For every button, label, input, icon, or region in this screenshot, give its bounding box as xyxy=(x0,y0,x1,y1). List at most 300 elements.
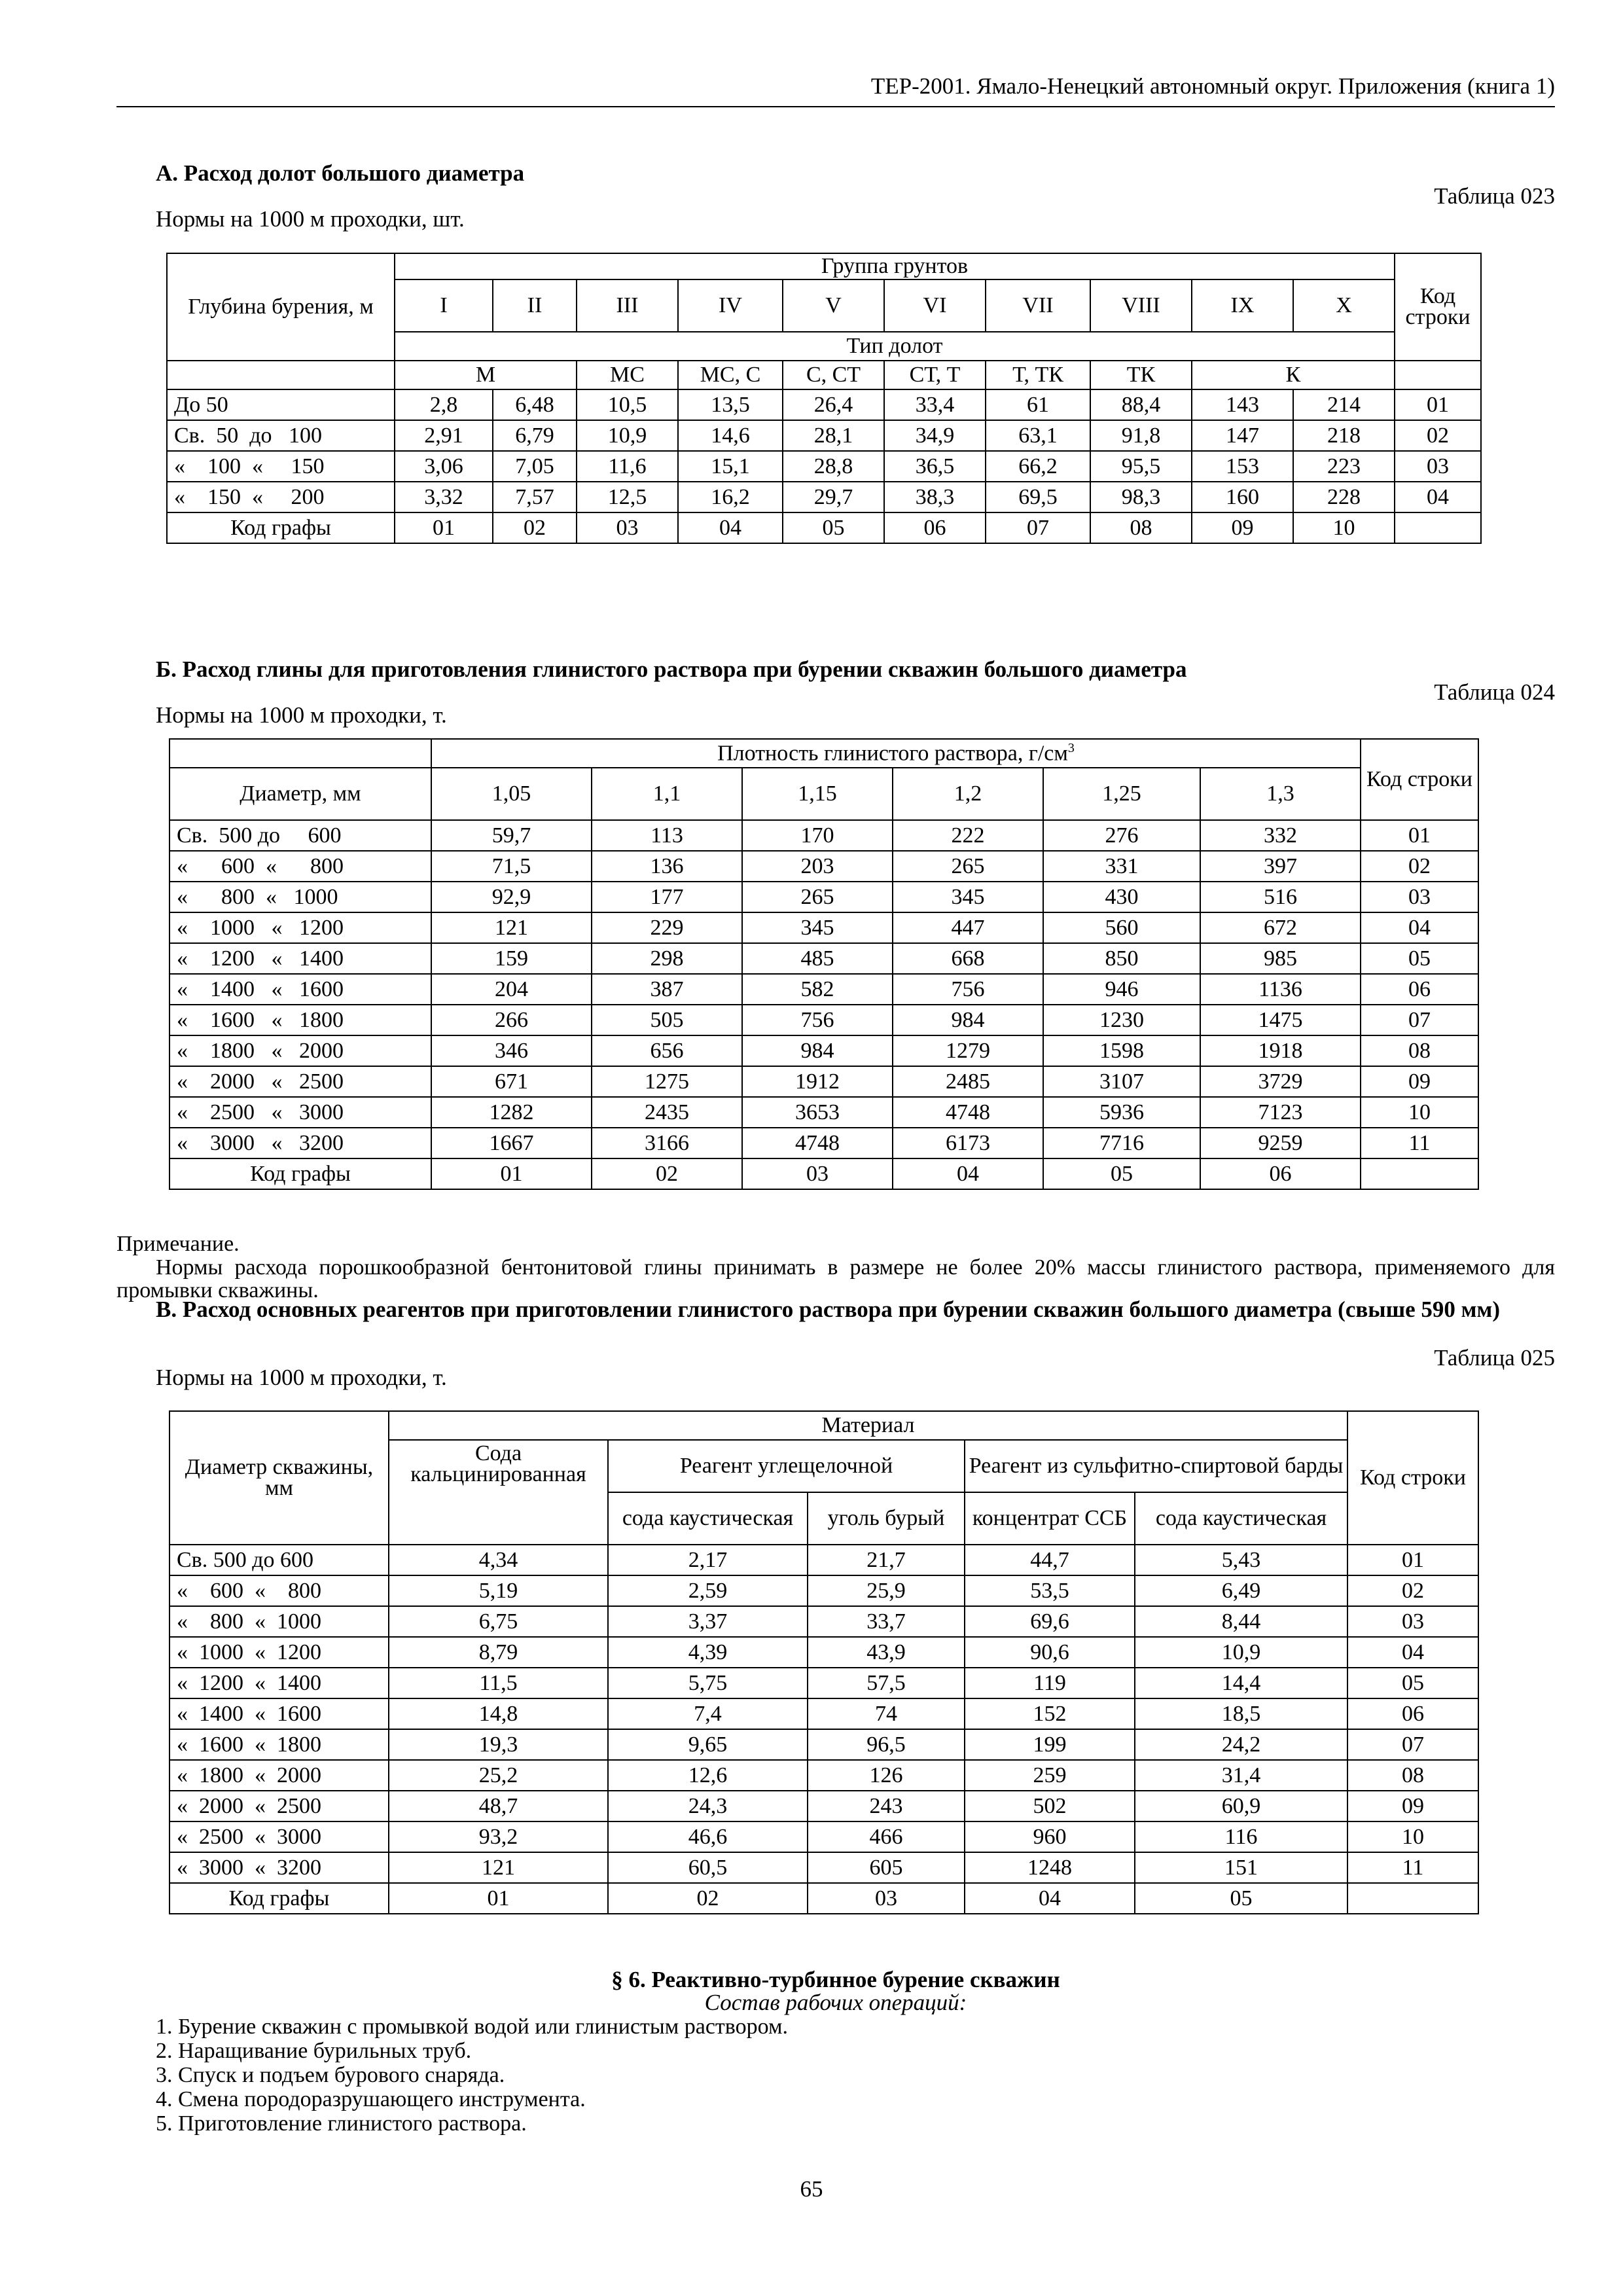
table-cell: 113 xyxy=(592,820,742,851)
table-row xyxy=(169,1575,1478,1606)
table-cell: 7,57 xyxy=(493,482,577,512)
table-cell: 60,5 xyxy=(608,1852,808,1883)
table-cell: 1275 xyxy=(592,1066,742,1097)
density-col: 1,05 xyxy=(431,768,592,820)
column-code: 02 xyxy=(493,512,577,543)
table-cell: 11,5 xyxy=(389,1668,608,1698)
table-cell: 259 xyxy=(965,1760,1135,1791)
table-cell: 218 xyxy=(1293,420,1395,451)
column-code-row xyxy=(167,512,1481,543)
table-cell: 397 xyxy=(1200,851,1361,882)
table-cell: 61 xyxy=(986,389,1090,420)
table-cell: 466 xyxy=(808,1821,965,1852)
column-code-label: Код графы xyxy=(169,1158,431,1189)
row-code: 04 xyxy=(1361,912,1478,943)
row-code: 07 xyxy=(1361,1005,1478,1035)
running-header: ТЕР-2001. Ямало-Ненецкий автономный округ. Приложения (книга 1) xyxy=(116,73,1555,107)
table-cell: 346 xyxy=(431,1035,592,1066)
table-cell: 9,65 xyxy=(608,1729,808,1760)
table-row xyxy=(167,389,1481,420)
table-cell: 3,06 xyxy=(395,451,493,482)
table-v-norms: Нормы на 1000 м проходки, т. xyxy=(156,1365,447,1390)
table-cell: 985 xyxy=(1200,943,1361,974)
table-cell: 298 xyxy=(592,943,742,974)
table-v xyxy=(169,1410,1479,1914)
column-code: 09 xyxy=(1192,512,1293,543)
table-cell: 121 xyxy=(431,912,592,943)
table-row xyxy=(169,912,1478,943)
row-label: Св. 500 до 600 xyxy=(169,820,431,851)
table-cell: 2,91 xyxy=(395,420,493,451)
group-col: I xyxy=(395,279,493,332)
table-cell: 95,5 xyxy=(1090,451,1192,482)
row-label: « 150 « 200 xyxy=(167,482,395,512)
table-cell: 11,6 xyxy=(577,451,678,482)
table-cell: 33,4 xyxy=(884,389,986,420)
row-label: « 1800 « 2000 xyxy=(169,1760,389,1791)
table-row xyxy=(169,1035,1478,1066)
table-cell: 6173 xyxy=(893,1128,1043,1158)
table-row xyxy=(169,851,1478,882)
soda-calcined-header: Сода кальцинированная xyxy=(389,1440,608,1545)
row-code: 11 xyxy=(1347,1852,1478,1883)
table-row xyxy=(169,882,1478,912)
table-row xyxy=(169,1128,1478,1158)
table-cell: 756 xyxy=(742,1005,893,1035)
density-col: 1,15 xyxy=(742,768,893,820)
section-6-title: § 6. Реактивно-турбинное бурение скважин xyxy=(611,1967,1060,1992)
list-item: 5. Приготовление глинистого раствора. xyxy=(156,2111,527,2136)
group-col: IX xyxy=(1192,279,1293,332)
table-cell: 447 xyxy=(893,912,1043,943)
density-col: 1,25 xyxy=(1043,768,1200,820)
table-cell: 57,5 xyxy=(808,1668,965,1698)
table-cell: 2,8 xyxy=(395,389,493,420)
soda-caustic-header: сода каустическая xyxy=(1135,1492,1347,1545)
empty-cell xyxy=(169,739,431,768)
group-col: VII xyxy=(986,279,1090,332)
table-cell: 98,3 xyxy=(1090,482,1192,512)
table-cell: 116 xyxy=(1135,1821,1347,1852)
table-cell: 66,2 xyxy=(986,451,1090,482)
table-cell: 16,2 xyxy=(678,482,783,512)
empty-cell xyxy=(1361,1158,1478,1189)
group-col: V xyxy=(783,279,884,332)
table-cell: 147 xyxy=(1192,420,1293,451)
row-label: « 2000 « 2500 xyxy=(169,1791,389,1821)
table-cell: 203 xyxy=(742,851,893,882)
table-row xyxy=(167,482,1481,512)
table-cell: 29,7 xyxy=(783,482,884,512)
table-cell: 502 xyxy=(965,1791,1135,1821)
table-b-number: Таблица 024 xyxy=(1434,679,1555,705)
table-cell: 2485 xyxy=(893,1066,1043,1097)
table-cell: 25,9 xyxy=(808,1575,965,1606)
table-cell: 170 xyxy=(742,820,893,851)
table-cell: 222 xyxy=(893,820,1043,851)
table-cell: 756 xyxy=(893,974,1043,1005)
row-code: 02 xyxy=(1395,420,1481,451)
soda-caustic-header: сода каустическая xyxy=(608,1492,808,1545)
row-code: 07 xyxy=(1347,1729,1478,1760)
table-cell: 14,8 xyxy=(389,1698,608,1729)
table-cell: 265 xyxy=(893,851,1043,882)
table-cell: 10,9 xyxy=(577,420,678,451)
table-cell: 119 xyxy=(965,1668,1135,1698)
table-cell: 332 xyxy=(1200,820,1361,851)
row-label: « 3000 « 3200 xyxy=(169,1128,431,1158)
row-code: 03 xyxy=(1395,451,1481,482)
table-cell: 44,7 xyxy=(965,1545,1135,1575)
table-cell: 90,6 xyxy=(965,1637,1135,1668)
row-label: « 600 « 800 xyxy=(169,1575,389,1606)
table-cell: 5,43 xyxy=(1135,1545,1347,1575)
row-label: « 1600 « 1800 xyxy=(169,1005,431,1035)
table-cell: 223 xyxy=(1293,451,1395,482)
column-code: 03 xyxy=(808,1883,965,1914)
table-cell: 7716 xyxy=(1043,1128,1200,1158)
table-cell: 19,3 xyxy=(389,1729,608,1760)
soil-group-header: Группа грунтов xyxy=(395,253,1395,279)
table-cell: 38,3 xyxy=(884,482,986,512)
table-cell: 91,8 xyxy=(1090,420,1192,451)
table-row xyxy=(167,420,1481,451)
column-code: 01 xyxy=(431,1158,592,1189)
table-cell: 160 xyxy=(1192,482,1293,512)
bit-type: СТ, Т xyxy=(884,361,986,389)
group-col: VI xyxy=(884,279,986,332)
table-cell: 668 xyxy=(893,943,1043,974)
row-code-header: Код строки xyxy=(1395,253,1481,361)
table-cell: 53,5 xyxy=(965,1575,1135,1606)
column-code: 04 xyxy=(678,512,783,543)
table-cell: 1475 xyxy=(1200,1005,1361,1035)
table-cell: 4,34 xyxy=(389,1545,608,1575)
table-row xyxy=(169,1698,1478,1729)
table-cell: 605 xyxy=(808,1852,965,1883)
depth-header: Глубина бурения, м xyxy=(167,253,395,361)
table-row xyxy=(169,1852,1478,1883)
table-cell: 960 xyxy=(965,1821,1135,1852)
table-cell: 485 xyxy=(742,943,893,974)
table-cell: 63,1 xyxy=(986,420,1090,451)
table-cell: 516 xyxy=(1200,882,1361,912)
table-cell: 1136 xyxy=(1200,974,1361,1005)
table-cell: 560 xyxy=(1043,912,1200,943)
table-b xyxy=(169,738,1479,1190)
row-label: « 600 « 800 xyxy=(169,851,431,882)
column-code: 01 xyxy=(389,1883,608,1914)
table-row xyxy=(169,1545,1478,1575)
table-cell: 5,75 xyxy=(608,1668,808,1698)
table-cell: 9259 xyxy=(1200,1128,1361,1158)
table-row xyxy=(169,974,1478,1005)
table-row xyxy=(169,820,1478,851)
column-code: 05 xyxy=(783,512,884,543)
table-cell: 6,75 xyxy=(389,1606,608,1637)
table-cell: 28,1 xyxy=(783,420,884,451)
bit-type-header: Тип долот xyxy=(395,332,1395,361)
table-row xyxy=(169,1668,1478,1698)
column-code: 08 xyxy=(1090,512,1192,543)
row-code: 09 xyxy=(1347,1791,1478,1821)
list-item: 2. Наращивание бурильных труб. xyxy=(156,2039,472,2064)
table-cell: 71,5 xyxy=(431,851,592,882)
table-cell: 243 xyxy=(808,1791,965,1821)
table-cell: 3,32 xyxy=(395,482,493,512)
list-item: 4. Смена породоразрушающего инструмента. xyxy=(156,2087,586,2112)
density-col: 1,3 xyxy=(1200,768,1361,820)
row-label: « 1000 « 1200 xyxy=(169,1637,389,1668)
page-number: 65 xyxy=(800,2176,823,2202)
table-cell: 3729 xyxy=(1200,1066,1361,1097)
table-cell: 229 xyxy=(592,912,742,943)
column-code: 02 xyxy=(608,1883,808,1914)
row-code: 08 xyxy=(1347,1760,1478,1791)
table-row xyxy=(169,943,1478,974)
empty-cell xyxy=(1395,512,1481,543)
table-cell: 6,49 xyxy=(1135,1575,1347,1606)
table-row xyxy=(169,1637,1478,1668)
row-code: 04 xyxy=(1347,1637,1478,1668)
table-cell: 345 xyxy=(893,882,1043,912)
table-cell: 850 xyxy=(1043,943,1200,974)
table-cell: 151 xyxy=(1135,1852,1347,1883)
table-cell: 4,39 xyxy=(608,1637,808,1668)
table-cell: 430 xyxy=(1043,882,1200,912)
row-label: « 1200 « 1400 xyxy=(169,943,431,974)
column-code: 06 xyxy=(1200,1158,1361,1189)
row-code-header: Код строки xyxy=(1347,1411,1478,1545)
row-label: « 1200 « 1400 xyxy=(169,1668,389,1698)
table-cell: 25,2 xyxy=(389,1760,608,1791)
table-cell: 1912 xyxy=(742,1066,893,1097)
table-cell: 4748 xyxy=(742,1128,893,1158)
table-cell: 121 xyxy=(389,1852,608,1883)
group-col: II xyxy=(493,279,577,332)
group-col: III xyxy=(577,279,678,332)
table-v-number: Таблица 025 xyxy=(1434,1345,1555,1371)
table-cell: 159 xyxy=(431,943,592,974)
column-code: 07 xyxy=(986,512,1090,543)
table-cell: 33,7 xyxy=(808,1606,965,1637)
table-cell: 984 xyxy=(893,1005,1043,1035)
table-cell: 5936 xyxy=(1043,1097,1200,1128)
table-cell: 88,4 xyxy=(1090,389,1192,420)
table-cell: 15,1 xyxy=(678,451,783,482)
table-b-norms: Нормы на 1000 м проходки, т. xyxy=(156,702,447,728)
table-cell: 3107 xyxy=(1043,1066,1200,1097)
bit-type: МС xyxy=(577,361,678,389)
table-cell: 177 xyxy=(592,882,742,912)
table-cell: 34,9 xyxy=(884,420,986,451)
bit-type: М xyxy=(395,361,577,389)
row-label: « 1600 « 1800 xyxy=(169,1729,389,1760)
row-label: « 3000 « 3200 xyxy=(169,1852,389,1883)
table-cell: 1282 xyxy=(431,1097,592,1128)
table-cell: 2,17 xyxy=(608,1545,808,1575)
table-cell: 152 xyxy=(965,1698,1135,1729)
table-cell: 1918 xyxy=(1200,1035,1361,1066)
table-cell: 59,7 xyxy=(431,820,592,851)
table-cell: 266 xyxy=(431,1005,592,1035)
row-code: 06 xyxy=(1347,1698,1478,1729)
column-code: 10 xyxy=(1293,512,1395,543)
note-block xyxy=(116,1232,1555,1302)
row-code: 04 xyxy=(1395,482,1481,512)
table-row xyxy=(169,1097,1478,1128)
table-cell: 74 xyxy=(808,1698,965,1729)
list-item: 3. Спуск и подъем бурового снаряда. xyxy=(156,2063,505,2088)
section-6-subtitle: Состав рабочих операций: xyxy=(704,1990,967,2015)
row-code: 01 xyxy=(1347,1545,1478,1575)
list-item: 1. Бурение скважин с промывкой водой или глинистым раствором. xyxy=(156,2015,788,2039)
row-label: « 800 « 1000 xyxy=(169,1606,389,1637)
column-code-label: Код графы xyxy=(169,1883,389,1914)
table-cell: 331 xyxy=(1043,851,1200,882)
row-code: 08 xyxy=(1361,1035,1478,1066)
table-cell: 24,3 xyxy=(608,1791,808,1821)
table-cell: 946 xyxy=(1043,974,1200,1005)
table-cell: 2435 xyxy=(592,1097,742,1128)
column-code: 06 xyxy=(884,512,986,543)
table-cell: 345 xyxy=(742,912,893,943)
row-code: 09 xyxy=(1361,1066,1478,1097)
table-cell: 26,4 xyxy=(783,389,884,420)
group-col: VIII xyxy=(1090,279,1192,332)
row-code: 03 xyxy=(1347,1606,1478,1637)
table-cell: 276 xyxy=(1043,820,1200,851)
table-cell: 96,5 xyxy=(808,1729,965,1760)
table-cell: 93,2 xyxy=(389,1821,608,1852)
table-cell: 18,5 xyxy=(1135,1698,1347,1729)
table-cell: 12,5 xyxy=(577,482,678,512)
table-cell: 10,9 xyxy=(1135,1637,1347,1668)
table-cell: 505 xyxy=(592,1005,742,1035)
row-label: « 1800 « 2000 xyxy=(169,1035,431,1066)
row-code: 05 xyxy=(1361,943,1478,974)
table-cell: 69,5 xyxy=(986,482,1090,512)
row-code: 02 xyxy=(1361,851,1478,882)
column-code-label: Код графы xyxy=(167,512,395,543)
table-cell: 126 xyxy=(808,1760,965,1791)
reagent-coal-header: Реагент углещелочной xyxy=(608,1440,965,1492)
table-row xyxy=(169,1791,1478,1821)
table-cell: 387 xyxy=(592,974,742,1005)
table-cell: 136 xyxy=(592,851,742,882)
note-heading: Примечание. xyxy=(116,1232,240,1256)
row-label: Св. 50 до 100 xyxy=(167,420,395,451)
table-cell: 3166 xyxy=(592,1128,742,1158)
table-cell: 199 xyxy=(965,1729,1135,1760)
bit-type: К xyxy=(1192,361,1395,389)
table-cell: 582 xyxy=(742,974,893,1005)
row-label: « 2000 « 2500 xyxy=(169,1066,431,1097)
row-code-header: Код строки xyxy=(1361,739,1478,820)
table-cell: 24,2 xyxy=(1135,1729,1347,1760)
table-cell: 656 xyxy=(592,1035,742,1066)
table-cell: 60,9 xyxy=(1135,1791,1347,1821)
table-cell: 1667 xyxy=(431,1128,592,1158)
column-code: 02 xyxy=(592,1158,742,1189)
bit-type: ТК xyxy=(1090,361,1192,389)
table-cell: 2,59 xyxy=(608,1575,808,1606)
table-cell: 12,6 xyxy=(608,1760,808,1791)
bit-type: Т, ТК xyxy=(986,361,1090,389)
table-row xyxy=(169,1066,1478,1097)
column-code: 04 xyxy=(965,1883,1135,1914)
density-col: 1,2 xyxy=(893,768,1043,820)
table-cell: 14,4 xyxy=(1135,1668,1347,1698)
density-header: Плотность глинистого раствора, $г/см^3$ xyxy=(431,739,1361,768)
row-code: 10 xyxy=(1347,1821,1478,1852)
table-cell: 984 xyxy=(742,1035,893,1066)
column-code: 05 xyxy=(1043,1158,1200,1189)
column-code: 01 xyxy=(395,512,493,543)
table-a-norms: Нормы на 1000 м проходки, шт. xyxy=(156,206,465,232)
table-cell: 46,6 xyxy=(608,1821,808,1852)
row-label: « 100 « 150 xyxy=(167,451,395,482)
table-cell: 31,4 xyxy=(1135,1760,1347,1791)
bit-type: С, СТ xyxy=(783,361,884,389)
material-header: Материал xyxy=(389,1411,1347,1440)
empty-cell xyxy=(167,361,395,389)
table-cell: 7,05 xyxy=(493,451,577,482)
table-cell: 10,5 xyxy=(577,389,678,420)
table-cell: 672 xyxy=(1200,912,1361,943)
table-cell: 3,37 xyxy=(608,1606,808,1637)
table-cell: 69,6 xyxy=(965,1606,1135,1637)
column-code: 03 xyxy=(577,512,678,543)
row-label: « 2500 « 3000 xyxy=(169,1097,431,1128)
column-code: 04 xyxy=(893,1158,1043,1189)
row-code: 02 xyxy=(1347,1575,1478,1606)
row-code: 01 xyxy=(1361,820,1478,851)
table-row xyxy=(169,1729,1478,1760)
note-text: Нормы расхода порошкообразной бентонитовой глины принимать в размере не более 20% массы глинистого раствора, применяемого для промывки скважины. xyxy=(116,1255,1555,1303)
table-cell: 153 xyxy=(1192,451,1293,482)
table-row xyxy=(167,451,1481,482)
table-cell: 48,7 xyxy=(389,1791,608,1821)
table-cell: 1598 xyxy=(1043,1035,1200,1066)
table-a xyxy=(166,253,1482,544)
table-cell: 265 xyxy=(742,882,893,912)
table-cell: 28,8 xyxy=(783,451,884,482)
table-row xyxy=(169,1821,1478,1852)
table-cell: 4748 xyxy=(893,1097,1043,1128)
table-cell: 228 xyxy=(1293,482,1395,512)
table-cell: 8,44 xyxy=(1135,1606,1347,1637)
row-code: 11 xyxy=(1361,1128,1478,1158)
column-code-row xyxy=(169,1883,1478,1914)
table-cell: 43,9 xyxy=(808,1637,965,1668)
table-cell: 1279 xyxy=(893,1035,1043,1066)
table-row xyxy=(169,1760,1478,1791)
table-cell: 21,7 xyxy=(808,1545,965,1575)
diameter-header: Диаметр скважины, мм xyxy=(169,1411,389,1545)
table-cell: 6,79 xyxy=(493,420,577,451)
density-col: 1,1 xyxy=(592,768,742,820)
row-label: « 1000 « 1200 xyxy=(169,912,431,943)
diameter-header: Диаметр, мм xyxy=(169,768,431,820)
group-col: IV xyxy=(678,279,783,332)
table-cell: 8,79 xyxy=(389,1637,608,1668)
table-cell: 36,5 xyxy=(884,451,986,482)
table-cell: 13,5 xyxy=(678,389,783,420)
row-label: « 2500 « 3000 xyxy=(169,1821,389,1852)
row-label: « 800 « 1000 xyxy=(169,882,431,912)
column-code: 05 xyxy=(1135,1883,1347,1914)
